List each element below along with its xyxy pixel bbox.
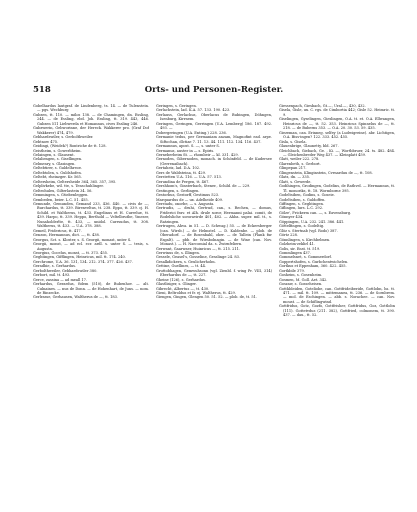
register-entry: Giffingen, s. Geghtingen. [279,201,325,206]
register-columns [33,104,395,502]
register-entry: Godeltsiben, Godins, s. Goseie. [279,193,335,198]
register-entry: Giflingen, lurs. L.C. 292. [279,206,324,211]
register-entry: Gönnlingen, s. Kirchbelmen. [279,237,331,242]
page-number: 518 [33,85,51,95]
register-entry: Göppingen, U.A. 232. 241. 386. 441. [279,219,345,224]
register-entry: Gölze', Frickerm can. —, s. Eavensburg. [279,210,352,215]
register-entry: Glauenbrige, Glaunetty, bld. 267. [279,144,339,149]
register-entry: Göttelfingen, s. Godeltig. [279,224,325,229]
column-right [279,104,395,502]
register-entry: Gettine, Guellines, — tt. 44. [156,264,207,269]
register-entry: Glatt, weiler 222. 278. [279,157,320,162]
register-entry: Giselingen, Gyselingen, Gieslingen, O.A. tt. et. O.A. Ellwangen, Heinricus de —, tt. 52. 353. Heinricus Spinnelus de —, tt. 218. — de Buberns 353. — O.A. 20. 30. 53. 59. 435. [279,117,395,131]
register-entry: Geltrohuleu, Gilterlastein 34. 56. [33,188,93,193]
register-entry: Glöz s. Stertnab (vgl. Rodo) 387. [279,228,338,233]
register-entry: Gottfridus, Gotz, Gozfo, Gottfrisher, Gottfridus, Goz, Gottlobn (111). Gottetvdus (211. 382), Gottfried, colmonem, tt. 390. 437. — dau., tt. 52. [279,304,395,318]
register-entry: Gemunde, Gemunden, Gemand 233, 436. 440. — civis de —, Burchardus, tt. 339. Birenveltus, tt. 238. Eppo, tt. 339. cj. H. Schild. et Waltherus, tt. 433. Engelinus et H. Currelue, tt. 439. Harpo, tt. 339. Heppo, Berthold — Veltelbrutbe, Ymeser, Nunaholderlte, tt. 433, — unidol. Currsudus, tt. 308. Waltherus, tt. 433. — U.A. 378. 388. [33,201,149,229]
register-entry: Gerlachstein, lad. K.A. 57. 133. 190. 423. [156,108,231,113]
register-entry: Geltersheim, Geltersheide 364, 365. 357, 395. [33,179,117,184]
register-entry: Georgus, Sct. s. Kloster, s. S. Georgii, monast, unter S. [33,237,132,242]
register-entry: Gerce, zassina — ad meall 17. [33,277,88,282]
register-entry: Gernoden, Gibernoden, monach. in Schönfeld. — de Kudersee (Gerrenaibach). [156,157,272,166]
register-entry: Marquardus de — ux. Adelheide 409. [156,197,223,202]
column-middle [156,104,272,502]
register-entry: Gerhardus, Gerardus, fidem (510), de Bubenhov. — alt. Culnaines. — nus de Donn. — de Hohenhart, de Juns. — nom. de Rinzecke. [33,282,149,296]
register-entry: Golzheim-zeklirl 41. [279,242,316,247]
register-entry: Gessele, Geasel's, Gosseline, Gesslinge 24. 83. [156,255,240,260]
register-entry: Gerbort, mil. tt. 493. [33,273,71,278]
register-entry: Gelaingen, s. Glausent. [33,152,75,157]
register-entry: Gerstetten U.A. 116. — U.A. 57. 513. [156,175,222,180]
register-entry: Gertrugen, Ahva. in 51. — D. Schwag.) 55. — de Eckersberger (can. Wirsb.) — de Helmstel. — D. Kaldenbe. — plob. de Oberadorf. — de Rosenbahl, oher. — de Tallein (Flank fur Esgalt). — pbb. de Wirnbolnagin. — de Wine (can. Nov. Monast.). — H. Narcomial da. s. Zwirnfeliern. [156,224,272,247]
register-entry: Gemeil, Fridericus, tt. 417. [33,228,82,233]
register-entry: Gibrecht, Albertus —, tt. 430. [156,286,210,291]
register-entry: Golis, sir. Enst. tt. 519. [279,246,321,251]
register-entry: Germanus, auster in — s. Epiris. [156,148,215,153]
register-entry: Geghtingen, Gifflingen, Heinricus, mil. tt. 174. 240. [33,255,126,260]
register-entry: Geidingi, (Weidek?) Rontriche de tt. 128. [33,144,107,149]
register-entry: Gelplivkebe, wil. tte, s. Tenschuhlinger. [33,184,104,189]
register-entry: Gerwant, Gaarwaer, Huinricus —, tt. 215. 211. [156,246,240,251]
register-entry: Gerwinus de, s. Illingen. [156,250,200,255]
column-left [33,104,149,502]
register-entry: Gleichbach, Giebach, Ge. , Ki. —, Wortbbruer, 24. ts. 482. 484. — Gleichenbreder Weg 437. — Kleinplatt 459. [279,148,395,157]
register-entry: Gosmen, M. Goll. Aet. 342. [279,277,328,282]
register-entry: Genzon, Hermannus, dict. —, tt. 438. [33,233,100,238]
register-entry: Görtz 228. [279,233,298,238]
register-entry: Goszaw, s. Gosseheisen. [279,282,323,287]
register-entry: Giezeman, can. Erinneg. selfey (a Ludwigreine). abr. Lichtigen, O.A. Biss-ingen? 122. 333. 452. 455. [279,130,395,140]
register-entry: Gubzen, tt. 110. — milos 138. — de Chamingen, dn. Essling, 244. — de Essling, ebd. Joh. Essling, tt. 319. 443, 446. Gubzen 511 Liebwerda et Homannus, cives Essling 246. [33,112,149,126]
register-entry: Geistheim, s. Gowerbheim. [33,148,82,153]
register-entry: Gerbolthweiler, Gebhardswiler 380. [33,268,98,273]
register-entry: Gestorbus, Gestorff, Gestimus 523. [156,193,220,198]
register-entry: Giessenpach, Giesbach, Gt.—, Ural.—, 430, 432. [279,104,366,108]
register-entry: Godihingen, Grodingen, Godelins, de Rathvel. — Hermannus, tt. Tl. monoriks, tt. 18. Wormborne 395. [279,184,395,193]
register-entry: Gortkbile 379. [279,268,305,273]
register-entry: Gommelsnet, s. Gommerdorf. [279,255,332,260]
register-entry: Gelmenry, s. Glasingen. [33,161,76,166]
register-entry: Gertrudis, — druhi, Gertrud, can., s. Rechen, — domus, Friderici frav. et Alh. drule soror, Hermanni palai. comit, de Rodelsliche sororavirde 401, 402. — Ahba. super. mil. tt., s. Ratzingen. [156,206,272,224]
register-entry: Dobergeringen (U.A. Enting.) 228. 236. [156,130,227,135]
register-entry: Geltebtirer, s. Guldelhreoe. [33,166,83,171]
register-entry: Geringen, s. Geringen. [156,104,197,108]
register-entry: Glinpepan 217. [279,166,307,171]
register-entry: Gestingen, s. Gerlingen. [156,188,200,193]
register-entry: Gerlrasse, Gerhausen, Waltherus de —, tt. 183. [33,295,118,300]
register-entry: Glatt, s. Gewerde. [279,179,312,184]
register-entry: Gertaheiz, lad. D.A. 102. [156,166,201,171]
register-entry: Georgius, Gocelus, monst, — tt. 373. 455. [33,250,109,255]
register-entry: Geltebtolen, s. Guldshofen. [33,170,82,175]
register-entry: Giengen, Gingen, Glengen 50. 51. 52. — plob. de, tt. 51. [156,295,257,300]
register-entry: Gruttobhagen, Gemwuhsonn (vgl. Zienbl. f. wing Pr. VIII, 314) Eberhardus de —, tt. 227. [156,268,272,278]
register-entry: Germannus, apost. S. —, s. unter S. [156,144,220,149]
register-entry: Gieni, Beltroldus et fr. ej. Waltherus, tt. 429. [156,291,236,296]
page-header [33,85,395,99]
register-entry: Gisela, Gisle, ux. C. rgs. de Cimbortia 442; Gisle 52. Heimric. tt. 9. [279,108,395,117]
register-entry: Gosheim, s. Gosenheim. [279,273,323,278]
register-entry: Glatz, dn. — 335. [279,175,311,180]
register-entry: Gotthbleiden, Goteliobe, can. Gottfrideiberide, Gottlobn, hs. tt. 471. — mil. tt. 109. — mittemanea, tt. 236. — de Sornbrem. — mol. de Eschingen. — abb. s. Norachee. — can. Nov. moust. — de Schiflingwind. [279,286,395,304]
register-entry: Gerstadu, onorbe, — s. Augusta. [156,201,215,206]
register-entry: Gebhardswiler, s. Gerbolthweiler. [33,135,94,140]
register-entry: Gembeden, beier. L.C. 51. 455. [33,197,89,202]
register-entry: Geringen, Geringen, Gerringen (U.A. Lemberg) 186. 187. 492. 493. — [156,121,272,131]
register-entry: Gemmingen, s. Gtiebenleggen. [33,193,89,198]
page-title: Orts- und Personen-Register. [144,85,284,95]
register-entry: Gisla, s. Gisela. [279,139,307,144]
register-entry: Gerlauss, Gerlachus, Oberlacus de Bubingen, Döhngen, Isenburg, Kirrnem. [156,112,272,122]
register-entry: Gers de Waldsteina, tt. 429. [156,170,207,175]
register-entry: Gortkus et Eppenham, 360. 422. 455. [279,264,347,269]
register-entry: Gubzwerin, Gebworinne, der Hereck. Wakkerer pro. (Graf Dof Wakkerer) 474, 479. [33,126,149,135]
register-entry: Glarenbeth, s. Gerbort. [279,161,321,166]
register-entry: Gesalkdickern, s. Geulicherholm. [156,259,216,264]
register-entry: Geltebt, rheinzger. Kr. 565. [33,175,82,180]
register-entry: Gerundina de Pergen, tt. 467. [156,179,210,184]
register-entry: Germanie tedus, per Germaniam anzam, Magnofint ead. arpe. Siftochan, dlctiae 7. 11. 13. 44. 111. 112. 134. 116. 437. [156,135,272,144]
register-entry: Glingenstein, Klinginstein, Cvrnarduu de —, tt. 108. [279,170,373,175]
register-entry: Gershhom's, Ginsterbach, Stener., Schild. de — 229. [156,184,251,189]
register-entry: Gobelhardus lautgraf. de Lindenberg, ts. 14. — de Tulenstein. — pgs. Wechburg [33,104,149,113]
register-entry: Gerchrome, U.A. 36. 131, 134. 212. 374. 377. 426. 437. [33,259,133,264]
register-entry: Gönnyer 434. [279,215,304,220]
register-entry: Georgii, monst, — ad ecl. ecr. ardl. s. unter S. — tesis, s. Augusta. [33,242,149,251]
register-entry: Gerneberbeim St. — rhombeir — kl. 331. 429. [156,152,239,157]
register-entry: Glastlisiger, s. Glinger. [156,282,197,287]
register-entry: Goppertshofen, s. Gurbchentwichelen. [279,259,349,264]
register-entry: Geradhie, s. Gerhardus. [33,264,77,269]
register-entry: Gebtnow 475. [33,139,59,144]
register-entry: Gheine (126), s. Gerhardus. [156,277,206,282]
register-entry: Gelaliengen, s. Gisellingen. [33,157,83,162]
register-entry: Godeltsiben, s. Guldoffen. [279,197,326,202]
register-entry: Gommlingen 437. [279,250,311,255]
